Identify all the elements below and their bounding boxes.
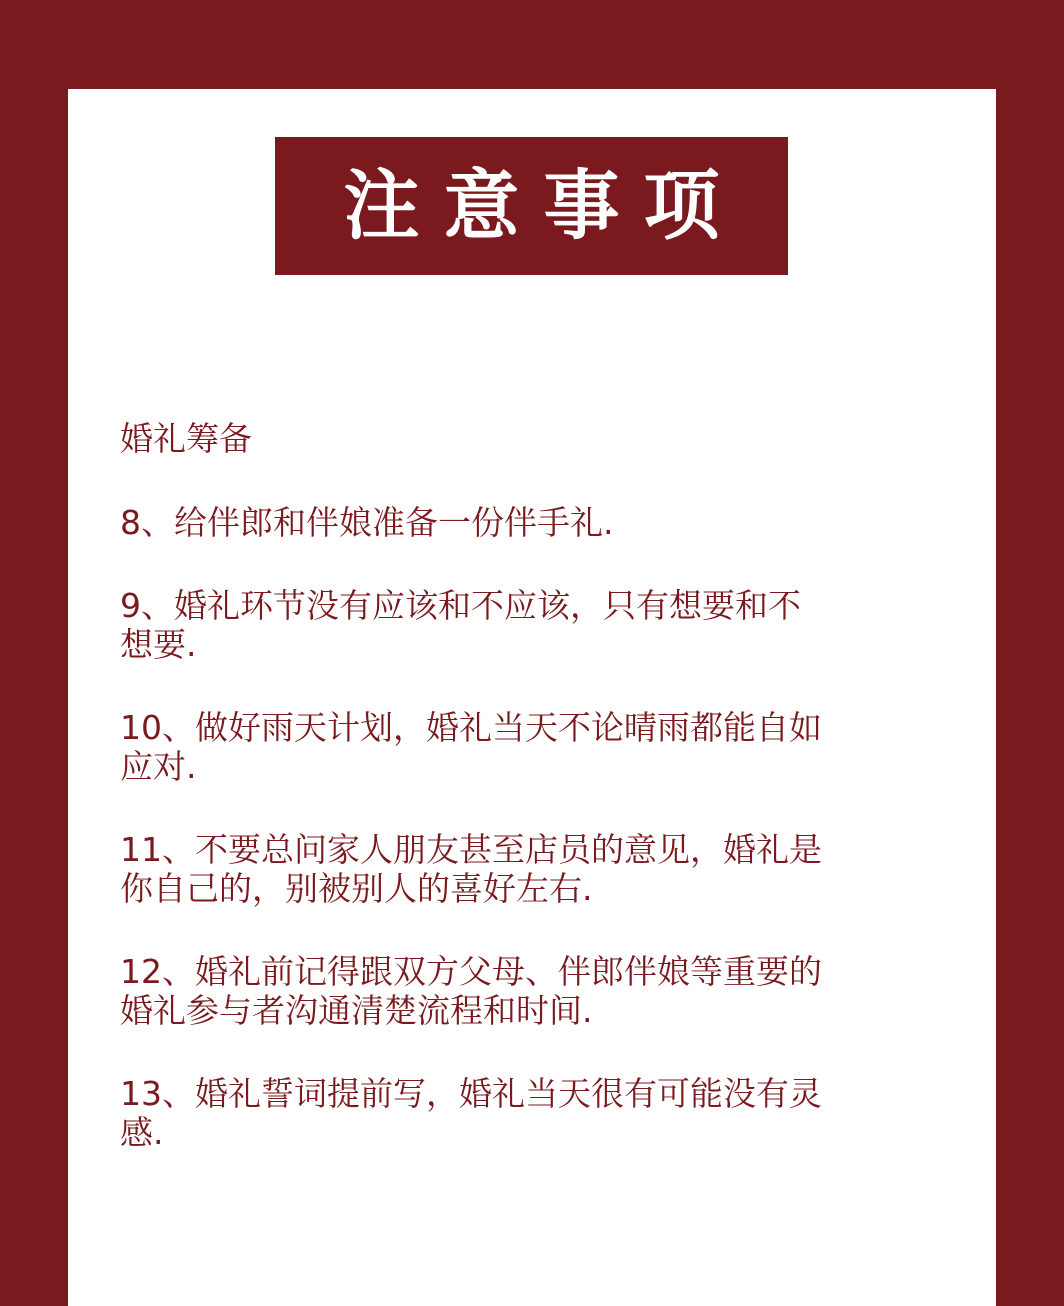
item-line: 你自己的，别被别人的喜好左右. <box>120 869 593 908</box>
list-item <box>120 1074 960 1152</box>
title-banner <box>275 137 788 275</box>
item-line: 想要. <box>120 625 197 664</box>
content-card <box>68 89 996 1306</box>
page-title: 注意事项 <box>343 161 744 250</box>
item-line: 10、做好雨天计划，婚礼当天不论晴雨都能自如 <box>120 708 822 747</box>
item-line: 应对. <box>120 747 197 786</box>
list-item <box>120 586 960 664</box>
item-line: 8、给伴郎和伴娘准备一份伴手礼. <box>120 503 614 542</box>
item-line: 13、婚礼誓词提前写，婚礼当天很有可能没有灵 <box>120 1074 822 1113</box>
notes-section <box>120 419 960 1196</box>
list-item <box>120 708 960 786</box>
list-item <box>120 830 960 908</box>
list-item <box>120 503 960 542</box>
item-line: 11、不要总问家人朋友甚至店员的意见，婚礼是 <box>120 830 822 869</box>
section-heading: 婚礼筹备 <box>120 419 252 458</box>
item-line: 9、婚礼环节没有应该和不应该，只有想要和不 <box>120 586 801 625</box>
list-item <box>120 952 960 1030</box>
item-line: 12、婚礼前记得跟双方父母、伴郎伴娘等重要的 <box>120 952 822 991</box>
item-line: 婚礼参与者沟通清楚流程和时间. <box>120 991 593 1030</box>
item-line: 感. <box>120 1113 164 1152</box>
